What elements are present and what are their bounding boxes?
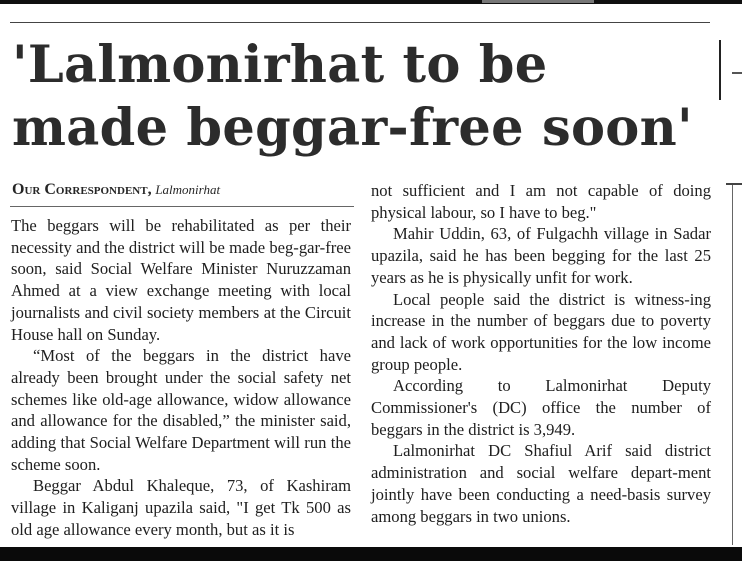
right-margin-bar — [719, 40, 721, 100]
page-bottom-edge — [0, 547, 742, 561]
paragraph: According to Lalmonirhat Deputy Commissioner's (DC) office the number of beggars in the district is 3,949. — [371, 376, 711, 439]
byline — [12, 181, 352, 199]
byline-divider — [10, 206, 354, 207]
adjacent-article-rule-2 — [726, 183, 742, 185]
byline-location: Lalmonirhat — [155, 182, 221, 197]
paragraph: Lalmonirhat DC Shafiul Arif said district administration and social welfare depart-ment jointly have been conducting a need-basis survey among beggars in two unions. — [371, 441, 711, 526]
byline-author: Our Correspondent, — [12, 181, 152, 198]
article-headline: 'Lalmonirhat to be made beggar-free soon' — [12, 35, 693, 158]
page-top-edge — [0, 0, 742, 4]
paragraph: Local people said the district is witness-ing increase in the number of beggars due to poverty and lack of work opportunities for the low income group people. — [371, 289, 711, 374]
article-column-2 — [371, 180, 711, 527]
top-edge-mark — [482, 0, 594, 3]
paragraph: Beggar Abdul Khaleque, 73, of Kashiram village in Kaliganj upazila said, "I get Tk 500 as old age allowance every month, but as it is — [11, 476, 351, 539]
article-column-1 — [11, 215, 351, 541]
top-divider-rule — [10, 22, 710, 23]
paragraph: Mahir Uddin, 63, of Fulgachh village in Sadar upazila, said he has been begging for the last 25 years as he is physically unfit for work. — [371, 224, 711, 287]
paragraph: “Most of the beggars in the district have already been brought under the social safety net schemes like old-age allowance, widow allowance and allowance for the disabled,” the minister said, adding that Social Welfare Department will run the scheme soon. — [11, 346, 351, 474]
paragraph: not sufficient and I am not capable of doing physical labour, so I have to beg." — [371, 181, 711, 222]
paragraph: The beggars will be rehabilitated as per their necessity and the district will be made beg-gar-free soon, said Social Welfare Minister Nuruzzaman Ahmed at a view exchange meeting with local journalists and civil society members at the Circuit House hall on Sunday. — [11, 216, 351, 344]
adjacent-article-rule — [732, 72, 742, 74]
adjacent-column-border — [732, 185, 733, 545]
